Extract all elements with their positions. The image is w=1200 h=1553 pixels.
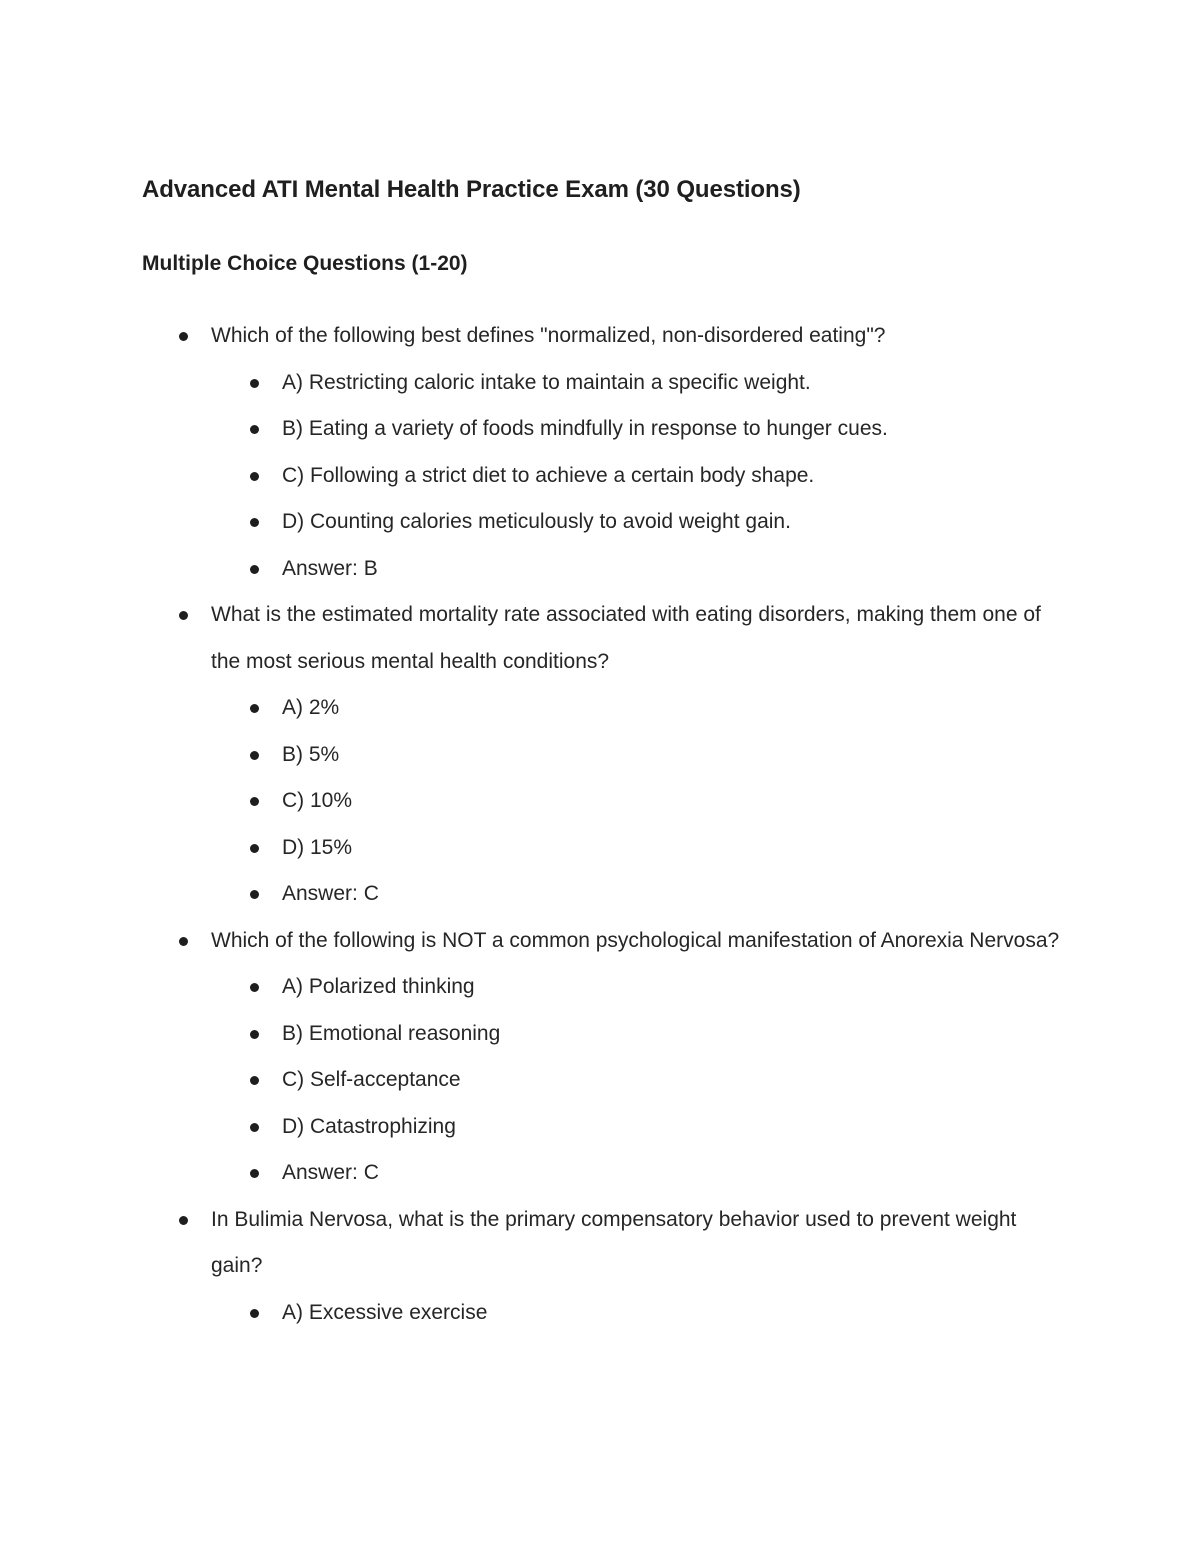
option-item	[211, 453, 1082, 500]
option-item	[211, 825, 1082, 872]
bullet-icon	[250, 751, 259, 760]
option-text: Answer: C	[282, 882, 379, 905]
question-text: Which of the following is NOT a common psychological manifestation of Anorexia Nervosa?	[211, 928, 1060, 952]
option-text: A) 2%	[282, 696, 340, 719]
bullet-icon	[250, 425, 259, 434]
option-text: D) Counting calories meticulously to avoid weight gain.	[282, 510, 791, 533]
bullet-icon	[250, 472, 259, 481]
answer-item	[211, 546, 1082, 593]
bullet-icon	[250, 1309, 259, 1318]
option-item	[211, 685, 1082, 732]
option-list	[211, 1290, 1082, 1337]
option-text: B) 5%	[282, 742, 340, 766]
bullet-icon	[179, 332, 188, 341]
option-item	[211, 964, 1082, 1011]
question-item	[142, 313, 1082, 592]
question-list	[142, 313, 1082, 1336]
option-item	[211, 1011, 1082, 1058]
answer-item	[211, 1150, 1082, 1197]
option-text: Answer: B	[282, 556, 378, 580]
answer-item	[211, 871, 1082, 918]
option-item	[211, 499, 1082, 546]
bullet-icon	[250, 379, 259, 388]
bullet-icon	[250, 1123, 259, 1132]
option-list	[211, 964, 1082, 1197]
option-item	[211, 1290, 1082, 1337]
option-text: B) Emotional reasoning	[282, 1021, 501, 1045]
option-text: C) 10%	[282, 789, 353, 812]
bullet-icon	[250, 704, 259, 713]
bullet-icon	[179, 611, 188, 620]
option-item	[211, 406, 1082, 453]
option-text: B) Eating a variety of foods mindfully in response to hunger cues.	[282, 417, 888, 440]
option-text: A) Restricting caloric intake to maintain a specific weight.	[282, 370, 811, 394]
question-item	[142, 1197, 1082, 1337]
bullet-icon	[250, 1030, 259, 1039]
document-title: Advanced ATI Mental Health Practice Exam (30 Questions)	[142, 176, 801, 203]
question-item	[142, 918, 1082, 1197]
question-text: In Bulimia Nervosa, what is the primary compensatory behavior used to prevent weight gain?	[211, 1207, 1017, 1277]
option-text: C) Following a strict diet to achieve a certain body shape.	[282, 463, 815, 487]
option-item	[211, 778, 1082, 825]
bullet-icon	[179, 1216, 188, 1225]
section-heading: Multiple Choice Questions (1-20)	[142, 252, 468, 275]
question-text: What is the estimated mortality rate associated with eating disorders, making them one of the most serious mental health conditions?	[211, 603, 1041, 673]
bullet-icon	[250, 565, 259, 574]
option-list	[211, 685, 1082, 918]
bullet-icon	[250, 983, 259, 992]
option-item	[211, 1057, 1082, 1104]
option-text: A) Polarized thinking	[282, 975, 475, 998]
bullet-icon	[250, 890, 259, 899]
bullet-icon	[250, 1169, 259, 1178]
bullet-icon	[250, 797, 259, 806]
option-text: A) Excessive exercise	[282, 1300, 488, 1324]
bullet-icon	[250, 1076, 259, 1085]
option-item	[211, 732, 1082, 779]
question-text: Which of the following best defines "normalized, non-disordered eating"?	[211, 324, 886, 347]
bullet-icon	[250, 844, 259, 853]
bullet-icon	[250, 518, 259, 527]
option-text: Answer: C	[282, 1161, 379, 1184]
bullet-icon	[179, 937, 188, 946]
option-text: D) 15%	[282, 835, 353, 859]
option-item	[211, 360, 1082, 407]
question-item	[142, 592, 1082, 918]
option-text: C) Self-acceptance	[282, 1068, 461, 1091]
option-text: D) Catastrophizing	[282, 1114, 456, 1138]
option-item	[211, 1104, 1082, 1151]
option-list	[211, 360, 1082, 593]
